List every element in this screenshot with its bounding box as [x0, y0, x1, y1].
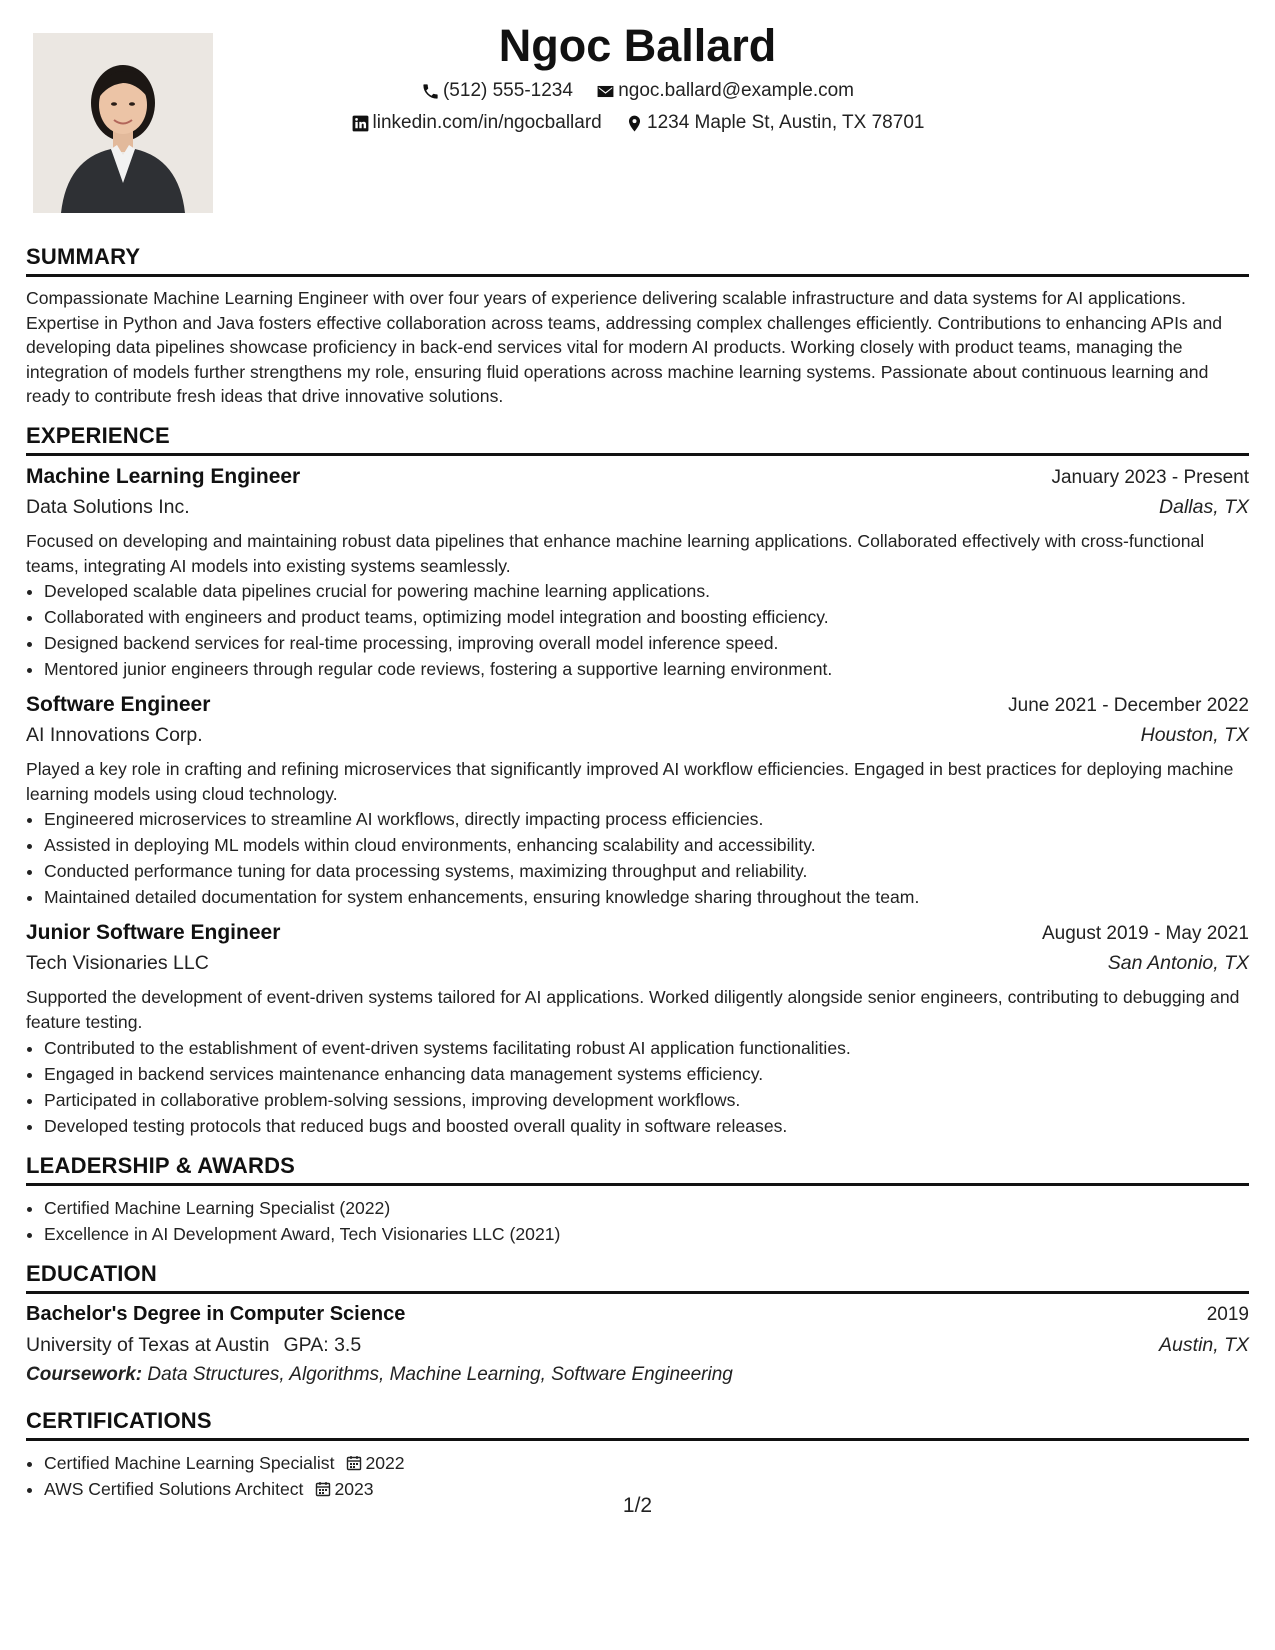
phone-contact: [421, 80, 573, 102]
envelope-icon: [596, 82, 615, 101]
job-title: Software Engineer: [26, 693, 211, 717]
job-dates: June 2021 - December 2022: [1008, 695, 1249, 717]
section-title-leadership: LEADERSHIP & AWARDS: [26, 1153, 1249, 1186]
coursework: [26, 1364, 1249, 1394]
degree: Bachelor's Degree in Computer Science: [26, 1302, 406, 1325]
address-contact: [625, 112, 924, 134]
contact-row-primary: [0, 80, 1275, 107]
certifications-section: [26, 1408, 1249, 1502]
experience-section: [26, 423, 1249, 1139]
bullet-item: • Collaborated with engineers and product teams, optimizing model integration and boosting efficiency.: [44, 604, 1249, 630]
job-location: Dallas, TX: [1159, 495, 1249, 518]
job-description: Supported the development of event-driven systems tailored for AI applications. Worked diligently alongside senior engineers, contributing to debugging and feature testing.: [26, 987, 1240, 1032]
certification-item: [44, 1450, 1249, 1476]
graduation-year: 2019: [1206, 1303, 1249, 1325]
bullet-item: • Contributed to the establishment of event-driven systems facilitating robust AI application functionalities.: [44, 1035, 1249, 1061]
job-entry: [26, 921, 1249, 1138]
award-item: • Certified Machine Learning Specialist (2022): [44, 1195, 1249, 1221]
job-description: Focused on developing and maintaining robust data pipelines that enhance machine learning applications. Collaborated effectively with cross-functional teams, integrating AI models into existing systems seamlessly.: [26, 530, 1205, 576]
job-location: San Antonio, TX: [1107, 952, 1249, 975]
bullet-item: • Engaged in backend services maintenance enhancing data management systems efficiency.: [44, 1061, 1249, 1087]
linkedin-text: linkedin.com/in/ngocballard: [372, 112, 602, 133]
bullet-item: • Developed scalable data pipelines crucial for powering machine learning applications.: [44, 578, 1249, 604]
bullet-item: • Participated in collaborative problem-solving sessions, improving development workflows.: [44, 1087, 1249, 1113]
certification-name: • Certified Machine Learning Specialist: [44, 1452, 335, 1473]
summary-text: Compassionate Machine Learning Engineer with over four years of experience delivering scalable infrastructure and data systems for AI applications. Expertise in Python and Java fosters effective collaboration across teams, addressing complex challenges efficiently. Contributions to enhancing APIs and developing data pipelines showcase proficiency in back-end services vital for modern AI products. Working closely with product teams, managing the integration of models further strengthens my role, ensuring fluid operations across machine learning systems. Passionate about continuous learning and ready to contribute fresh ideas that drive innovative solutions.: [26, 288, 1223, 407]
email-text: ngoc.ballard@example.com: [618, 80, 854, 101]
bullet-item: • Mentored junior engineers through regular code reviews, fostering a supportive learning environment.: [44, 656, 1249, 682]
job-bullets: [26, 806, 1249, 910]
coursework-label: Coursework:: [26, 1363, 143, 1385]
linkedin-icon: [351, 114, 370, 133]
job-title: Junior Software Engineer: [26, 921, 281, 945]
certification-year: 2022: [365, 1452, 405, 1473]
candidate-name: Ngoc Ballard: [498, 20, 777, 71]
address-text: 1234 Maple St, Austin, TX 78701: [647, 112, 925, 133]
school-location: Austin, TX: [1159, 1333, 1249, 1356]
job-dates: August 2019 - May 2021: [1041, 923, 1249, 945]
bullet-item: • Assisted in deploying ML models within cloud environments, enhancing scalability and accessibility.: [44, 832, 1249, 858]
calendar-icon: [346, 1455, 362, 1471]
bullet-item: • Designed backend services for real-time processing, improving overall model inference speed.: [44, 630, 1249, 656]
bullet-item: • Developed testing protocols that reduced bugs and boosted overall quality in software releases.: [44, 1113, 1249, 1139]
certification-year: 2023: [334, 1478, 374, 1499]
job-bullets: [26, 1035, 1249, 1139]
job-dates: January 2023 - Present: [1051, 466, 1249, 488]
job-title: Machine Learning Engineer: [26, 464, 301, 488]
linkedin-contact[interactable]: [351, 112, 602, 134]
job-company: AI Innovations Corp.: [26, 724, 203, 747]
contact-row-secondary: [0, 112, 1275, 139]
section-title-summary: SUMMARY: [26, 244, 1249, 277]
bullet-item: • Maintained detailed documentation for system enhancements, ensuring knowledge sharing throughout the team.: [44, 884, 1249, 910]
certification-name: • AWS Certified Solutions Architect: [44, 1478, 304, 1499]
phone-text: (512) 555-1234: [442, 80, 573, 101]
section-title-education: EDUCATION: [26, 1261, 1249, 1294]
page-number: 1/2: [622, 1494, 653, 1517]
award-item: • Excellence in AI Development Award, Tech Visionaries LLC (2021): [44, 1221, 1249, 1247]
job-entry: [26, 465, 1249, 682]
section-title-certifications: CERTIFICATIONS: [26, 1408, 1249, 1441]
job-bullets: [26, 578, 1249, 682]
leadership-list: [26, 1195, 1249, 1247]
bullet-item: • Engineered microservices to streamline AI workflows, directly impacting process efficiencies.: [44, 806, 1249, 832]
resume-content: [26, 244, 1249, 1516]
section-title-experience: EXPERIENCE: [26, 423, 1249, 456]
phone-icon: [421, 82, 440, 101]
leadership-section: [26, 1153, 1249, 1247]
education-section: [26, 1261, 1249, 1394]
gpa: GPA: 3.5: [283, 1333, 362, 1356]
email-contact[interactable]: [596, 80, 854, 102]
job-company: Data Solutions Inc.: [26, 495, 190, 518]
job-company: Tech Visionaries LLC: [26, 952, 209, 975]
job-location: Houston, TX: [1140, 724, 1249, 747]
summary-section: [26, 244, 1249, 409]
bullet-item: • Conducted performance tuning for data processing systems, maximizing throughput and reliability.: [44, 858, 1249, 884]
school-name: University of Texas at Austin: [26, 1333, 270, 1356]
job-description: Played a key role in crafting and refining microservices that significantly improved AI workflow efficiencies. Engaged in best practices for deploying machine learning models using cloud technology.: [26, 759, 1234, 804]
map-pin-icon: [625, 114, 644, 133]
job-entry: [26, 693, 1249, 910]
coursework-list: Data Structures, Algorithms, Machine Learning, Software Engineering: [147, 1363, 733, 1385]
